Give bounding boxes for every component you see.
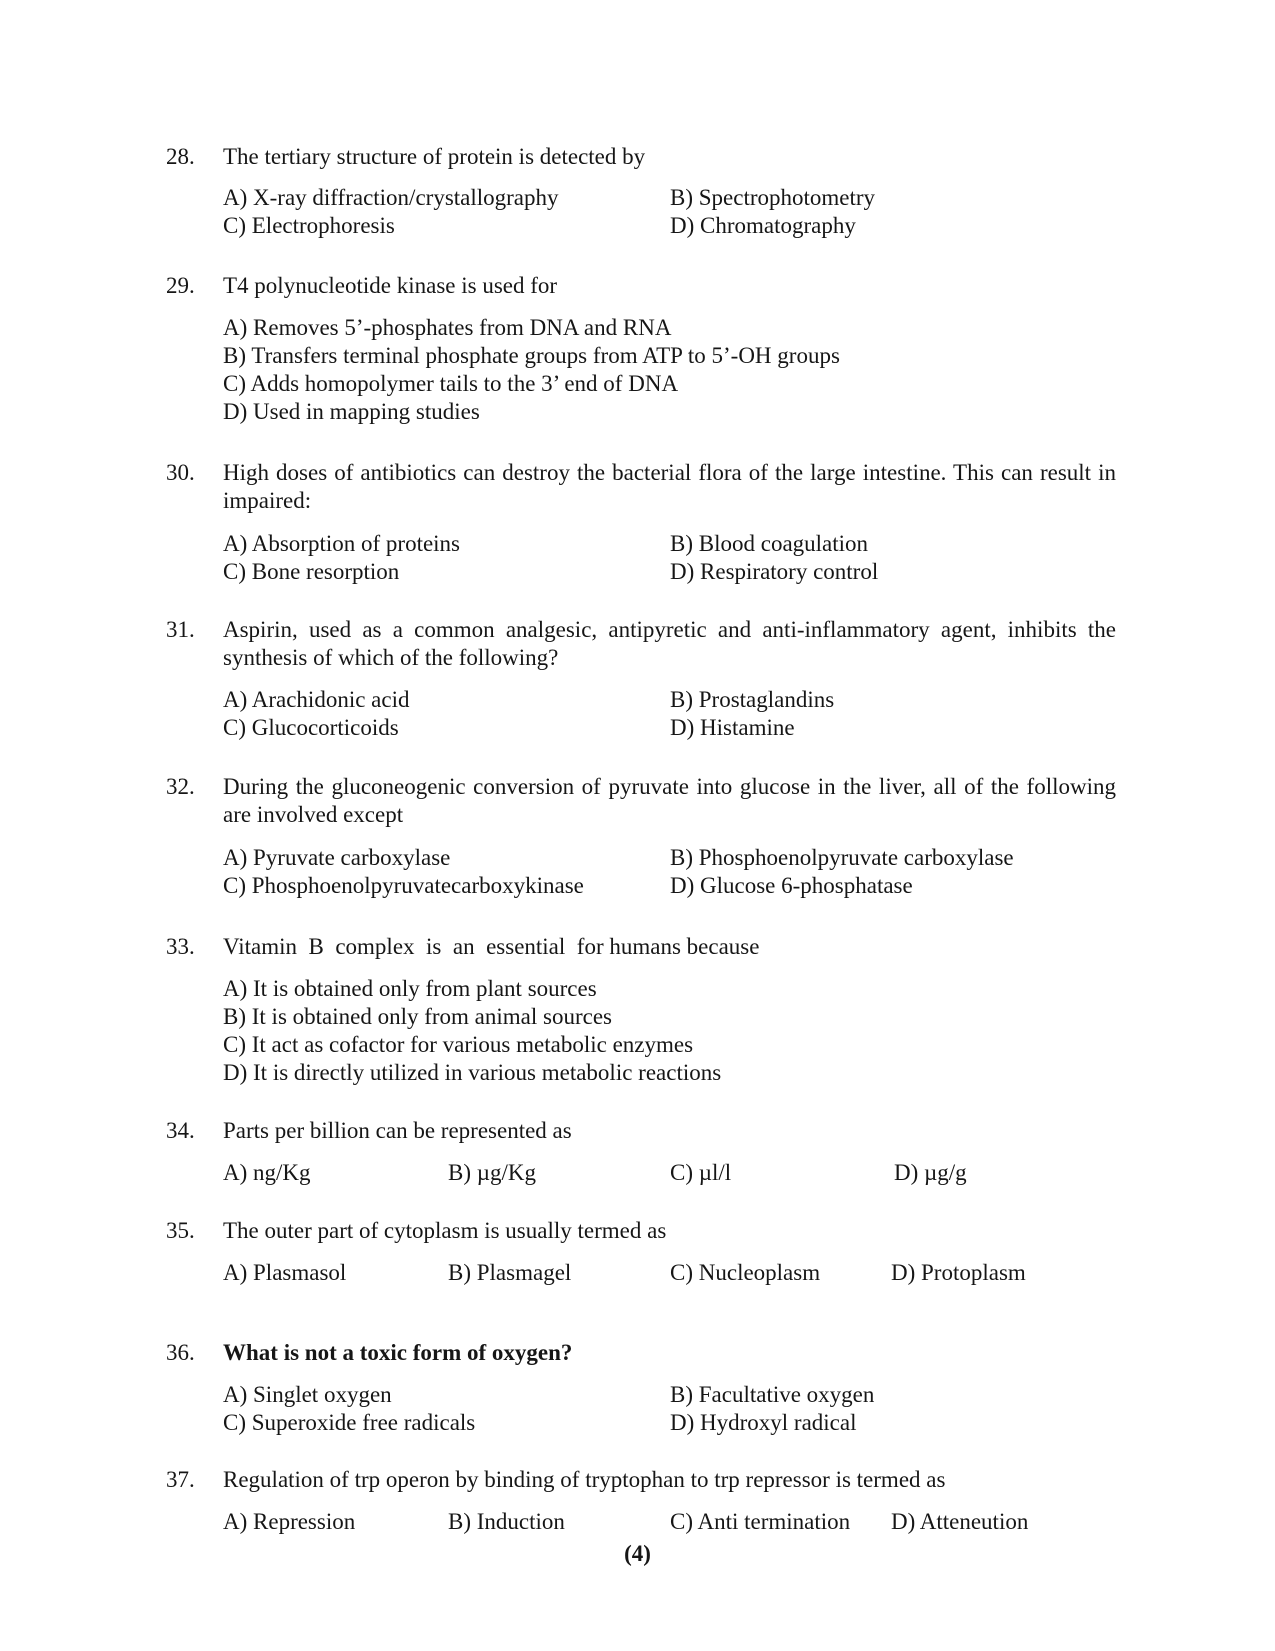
- option-d: D) µg/g: [894, 1160, 967, 1185]
- question-number: 33.: [166, 934, 195, 959]
- option-a: A) Plasmasol: [223, 1260, 347, 1285]
- question-text: Parts per billion can be represented as: [223, 1118, 572, 1143]
- option-d: D) Glucose 6-phosphatase: [670, 873, 913, 898]
- option-a: A) Absorption of proteins: [223, 531, 461, 556]
- option-d: D) It is directly utilized in various metabolic reactions: [223, 1060, 722, 1085]
- option-c: C) Electrophoresis: [223, 213, 395, 238]
- option-b: B) Facultative oxygen: [670, 1382, 875, 1407]
- question-number: 34.: [166, 1118, 195, 1143]
- option-b: B) Spectrophotometry: [670, 185, 876, 210]
- option-d: D) Atteneution: [891, 1509, 1029, 1534]
- question-number: 30.: [166, 460, 195, 485]
- question-number: 28.: [166, 144, 195, 169]
- option-a: A) ng/Kg: [223, 1160, 311, 1185]
- option-c: C) µl/l: [670, 1160, 732, 1185]
- question-number: 35.: [166, 1218, 195, 1243]
- option-b: B) µg/Kg: [448, 1160, 537, 1185]
- option-c: C) Phosphoenolpyruvatecarboxykinase: [223, 873, 584, 898]
- question-number: 32.: [166, 774, 195, 799]
- option-a: A) Singlet oxygen: [223, 1382, 392, 1407]
- question-number: 37.: [166, 1467, 195, 1492]
- option-c: C) Superoxide free radicals: [223, 1410, 476, 1435]
- option-c: C) Bone resorption: [223, 559, 400, 584]
- option-b: B) Plasmagel: [448, 1260, 572, 1285]
- option-b: B) Blood coagulation: [670, 531, 869, 556]
- question-number: 36.: [166, 1340, 195, 1365]
- option-b: B) Transfers terminal phosphate groups from ATP to 5’-OH groups: [223, 343, 840, 368]
- option-c: C) Anti termination: [670, 1509, 851, 1534]
- option-c: C) Glucocorticoids: [223, 715, 399, 740]
- question-text: The tertiary structure of protein is detected by: [223, 144, 646, 169]
- option-d: D) Chromatography: [670, 213, 856, 238]
- option-c: C) It act as cofactor for various metabolic enzymes: [223, 1032, 694, 1057]
- question-number: 31.: [166, 617, 195, 642]
- question-text: T4 polynucleotide kinase is used for: [223, 273, 558, 298]
- option-a: A) Removes 5’-phosphates from DNA and RNA: [223, 315, 672, 340]
- option-d: D) Protoplasm: [891, 1260, 1026, 1285]
- question-text: Regulation of trp operon by binding of tryptophan to trp repressor is termed as: [223, 1467, 946, 1492]
- option-a: A) X-ray diffraction/crystallography: [223, 185, 559, 210]
- option-d: D) Used in mapping studies: [223, 399, 480, 424]
- question-text: Vitamin B complex is an essential for humans because: [223, 934, 760, 959]
- page-number: (4): [624, 1541, 651, 1566]
- option-c: C) Nucleoplasm: [670, 1260, 821, 1285]
- question-text: High doses of antibiotics can destroy the bacterial flora of the large intestine. This can result in impaired:: [223, 460, 1116, 513]
- option-a: A) It is obtained only from plant sources: [223, 976, 597, 1001]
- option-b: B) Phosphoenolpyruvate carboxylase: [670, 845, 1014, 870]
- option-d: D) Histamine: [670, 715, 795, 740]
- question-text: The outer part of cytoplasm is usually termed as: [223, 1218, 667, 1243]
- option-a: A) Arachidonic acid: [223, 687, 410, 712]
- option-d: D) Respiratory control: [670, 559, 879, 584]
- question-text: Aspirin, used as a common analgesic, antipyretic and anti-inflammatory agent, inhibits the synthesis of which of the following?: [223, 617, 1116, 670]
- option-b: B) Induction: [448, 1509, 565, 1534]
- question-number: 29.: [166, 273, 195, 298]
- option-d: D) Hydroxyl radical: [670, 1410, 857, 1435]
- option-a: A) Repression: [223, 1509, 356, 1534]
- option-b: B) It is obtained only from animal sources: [223, 1004, 613, 1029]
- option-a: A) Pyruvate carboxylase: [223, 845, 451, 870]
- option-c: C) Adds homopolymer tails to the 3’ end of DNA: [223, 371, 679, 396]
- option-b: B) Prostaglandins: [670, 687, 835, 712]
- question-text: During the gluconeogenic conversion of pyruvate into glucose in the liver, all of the following are involved except: [223, 774, 1116, 827]
- question-text: What is not a toxic form of oxygen?: [223, 1340, 573, 1365]
